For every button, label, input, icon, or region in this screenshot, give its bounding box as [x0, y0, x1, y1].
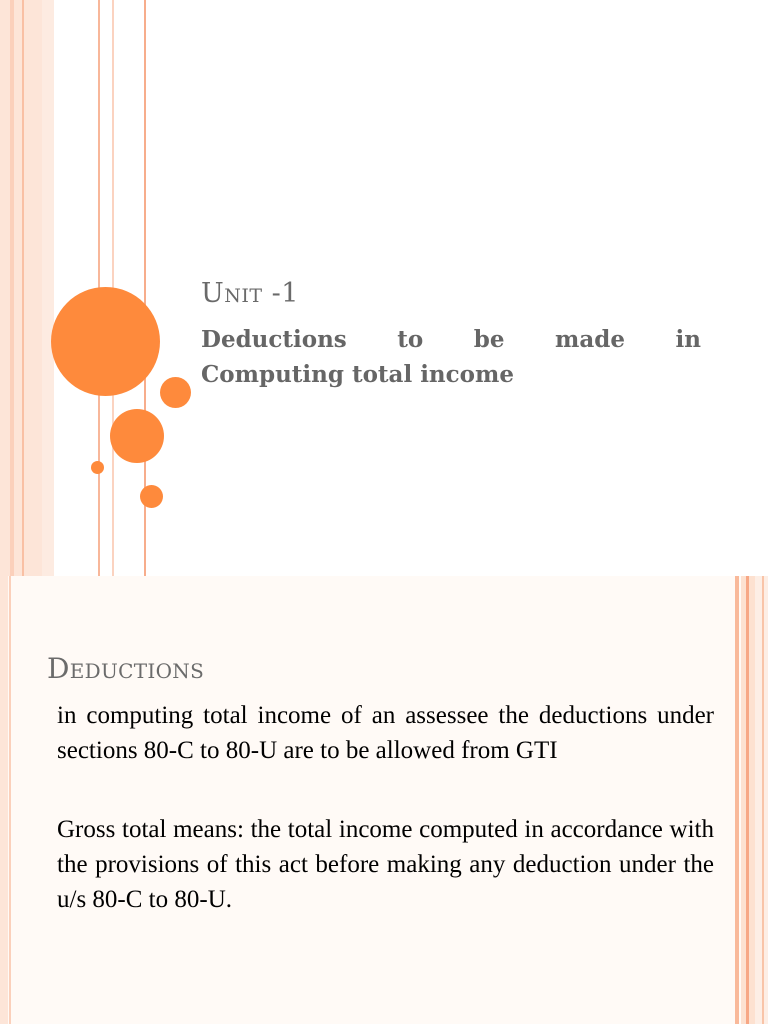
small-circle [140, 485, 163, 508]
stripe-decor [9, 576, 11, 1024]
stripe-decor [10, 0, 14, 576]
stripe-decor [735, 576, 739, 1024]
medium-circle [110, 409, 164, 463]
subtitle-line-2: Computing total income [201, 361, 514, 388]
large-circle [51, 287, 160, 396]
section-heading: Deductions [47, 652, 205, 685]
stripe-decor [22, 0, 24, 576]
stripe-decor [762, 576, 764, 1024]
paragraph: in computing total income of an assessee the deductions under sections 80-C to 80-U are to be allowed from GTI [57, 702, 714, 764]
paragraph: Gross total means: the total income computed in accordance with the provisions of this act before making any deduction under the u/s 80-C to 80-U. [57, 816, 714, 913]
small-circle [160, 377, 191, 408]
slide-title: Unit -1 [201, 278, 299, 309]
stripe-decor [746, 576, 749, 1024]
content-slide [0, 576, 768, 1024]
stripe-decor [0, 576, 8, 1024]
stripe-decor [0, 0, 42, 576]
subtitle-line-1: Deductions to be made in [201, 326, 701, 353]
slide-subtitle [201, 322, 701, 392]
tiny-circle [91, 461, 104, 474]
stripe-decor [42, 0, 54, 576]
